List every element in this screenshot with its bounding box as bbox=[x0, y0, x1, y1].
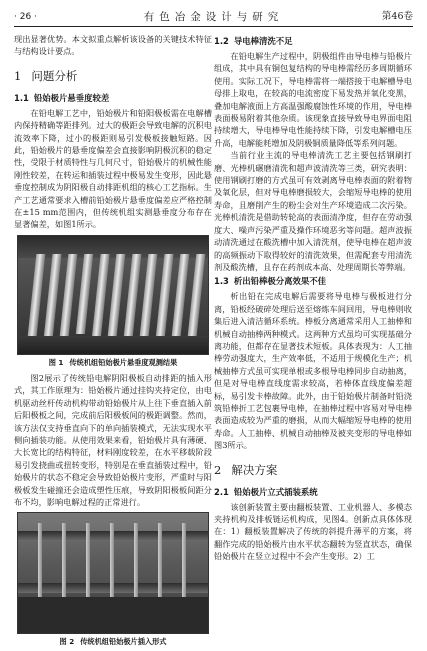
electrode-plate bbox=[172, 254, 190, 336]
electrode-plate bbox=[140, 254, 158, 336]
left-column bbox=[14, 33, 212, 651]
subsection-number: 2.1 bbox=[214, 486, 229, 497]
paragraph: 当前行业主流的导电棒清洗工艺主要包括钢刷打磨、光棒机碾磨清洗和超声波清洗等三类，研究表明：使用钢刷打磨的方式虽可有效剥离导电棒表面的附着物及氧化层，但对导电棒磨损较大，会缩短导电棒的使用寿命，且磨削产生的粉尘会对生产环境造成二次污染。光棒机清洗是借助转轮高的表面清净度，但存在劳动强度大、噪声污染严重及操作环境恶劣等问题。超声波振动清洗通过在酸洗槽中加入清洗剂，使导电棒在超声波的高频振动下取得较好的清洗效果，但需配套专用清洗剂及酸洗槽，且存在药剂成本高、处理周期长等弊端。 bbox=[214, 150, 412, 272]
figure-caption-text: 传统机组铅始极片插入形式 bbox=[80, 637, 167, 647]
figure-1-photo bbox=[17, 235, 209, 355]
subsection-number: 1.2 bbox=[214, 36, 229, 46]
electrode-plate bbox=[124, 254, 142, 338]
section-number: 1 bbox=[14, 68, 22, 83]
electrode-plate bbox=[60, 254, 78, 336]
volume-label: 第46卷 bbox=[381, 11, 413, 22]
figure-1-caption bbox=[14, 357, 212, 368]
section-number: 2 bbox=[214, 462, 222, 477]
subsection-title: 析出铅棒极分离效果不佳 bbox=[233, 276, 326, 287]
machine-base bbox=[18, 597, 208, 633]
subsection-heading-1-1 bbox=[14, 92, 212, 104]
journal-title: 有色冶金设计与研究 bbox=[143, 11, 284, 23]
subsection-title: 铅始极片悬垂度较差 bbox=[33, 92, 110, 103]
section-heading-1 bbox=[14, 68, 212, 84]
electrode-plate bbox=[43, 254, 61, 340]
figure-caption-text: 传统机组铅始极片悬垂度观测结果 bbox=[69, 357, 178, 367]
figure-2-photo bbox=[17, 512, 209, 634]
page-number: · 26 · bbox=[14, 12, 37, 22]
subsection-title: 导电棒清洗不足 bbox=[233, 36, 293, 46]
figure-number: 图 1 bbox=[48, 357, 64, 367]
electrode-plate bbox=[108, 254, 126, 336]
subsection-heading-1-3 bbox=[214, 275, 412, 287]
paragraph: 析出铅在完成电解后需要将导电棒与极板进行分离，铅板经破碎处理后送至熔炼车间回用，导电棒则收集后进入清洁循环系统。棒板分离通常采用人工抽棒和机械自动抽棒两种模式。这两种方式虽均可实现基础分离功能，但都存在显著技术短板。具体表现为：人工抽棒劳动强度大，生产效率低，不适用于规模化生产；机械抽棒方式虽可实现单根或多根导电棒同步自动抽离，但是对导电棒直线度需求较高，若棒体直线度偏差超标，易引发卡棒故障。此外，由于铅始极片制备时铅浇筑铅棒折工艺包裹导电棒，在抽棒过程中容易对导电棒表面造成较为严重的磨损，从而大幅缩短导电棒的使用寿命。人工抽棒、机械自动抽棒及被夹变形的导电棒如图3所示。 bbox=[214, 291, 412, 451]
intro-paragraph: 现出显著优势。本文拟重点解析该设备的关键技术特征与结构设计要点。 bbox=[14, 34, 212, 57]
figure-2-caption bbox=[14, 636, 212, 647]
subsection-number: 1.1 bbox=[14, 92, 29, 103]
figure-number: 图 2 bbox=[59, 637, 75, 647]
subsection-heading-2-1 bbox=[214, 486, 412, 498]
running-header bbox=[14, 8, 413, 26]
section-title: 解决方案 bbox=[231, 462, 278, 477]
section-title: 问题分析 bbox=[31, 68, 78, 83]
paragraph: 图2展示了传统铅电解阴阳极板自动排距的插入形式，其工作原理为：铅始极片通过挂钩夹持定位，由电机驱动丝杆传动机构带动铅始极片从上往下垂直插入前后阳极板之间，完成前后阳极板间的极距调整。然而，该方法仅支持垂直向下的单向插装模式，无法实现水平侧向插装功能。从使用效果来看，铅始极片具有薄硬、大长宽比的结构特征，材料刚度较差，在水平移载阶段易引发挠曲或扭转变形，特别是在垂直插装过程中，铅始极片的状态不稳定会导致铅始极片变形，严重时与阳极板发生碰撞还会造成塑性压痕，导致阴阳极板间距分布不均，影响电解过程的正常进行。 bbox=[14, 372, 212, 507]
electrode-plate bbox=[155, 254, 173, 340]
header-rule bbox=[14, 26, 413, 27]
figure-floor bbox=[18, 336, 208, 354]
subsection-heading-1-2 bbox=[214, 35, 412, 47]
paragraph: 该创新装置主要由翻板装置、工业机器人、多模态夹持机构及排板链运机构成，见图4。创新点具体体现在：1）翻板装置解决了传统的斜提升薄平的方案，将翻作完成的铅始极片由水平状态翻转为竖直状态，确保铅始极片在竖立过程中不会产生变形。2）工 bbox=[214, 501, 412, 562]
right-column bbox=[214, 33, 412, 563]
electrode-plate bbox=[76, 254, 93, 334]
electrode-plate bbox=[188, 254, 206, 336]
paragraph: 在铅电解工艺中，铅始极片和铅阳极板需在电解槽内保持精确等距排列。过大的极距会导致电解的沉积电流效率下降，过小的极距则易引发极板接触短路。因此，铅始极片的悬垂度偏差会直接影响阴极沉积的稳定性，受限于材质特性与几何尺寸，铅始极片的机械性能刚性较差，在转运和插装过程中极易发生变形，因此悬垂度控制成为阴阳极自动排距机组的核心工艺指标。生产工艺通常要求入槽前铅始极片悬垂度偏差应严格控制在±15 mm范围内，但传统机组实测悬垂度分布存在显著偏差，如图1所示。 bbox=[14, 107, 212, 230]
section-heading-2 bbox=[214, 462, 412, 478]
electrode-plate bbox=[91, 254, 109, 342]
paragraph: 在铅电解生产过程中，阴极组件由导电棒与铅极片组成，其中具有铜包复结构的导电棒需经历多周期循环使用。实际工况下，导电棒需将一端搭接于电解槽导电母排上取电，在较高的电流密度下易发热并氧化变黑，叠加电解液面上方高温强酸腐蚀性环境的作用，导电棒表面极易附着其他杂质。该现象直接导致导电界面电阻持续增大，导电棒导电性能持续下降，引发电解槽电压升高，电解能耗增加及阴极铜质量降低等系列问题。 bbox=[214, 51, 412, 148]
electrode-plate bbox=[28, 254, 46, 336]
subsection-number: 1.3 bbox=[214, 276, 229, 287]
subsection-title: 铅始极片立式插装系统 bbox=[233, 486, 318, 497]
